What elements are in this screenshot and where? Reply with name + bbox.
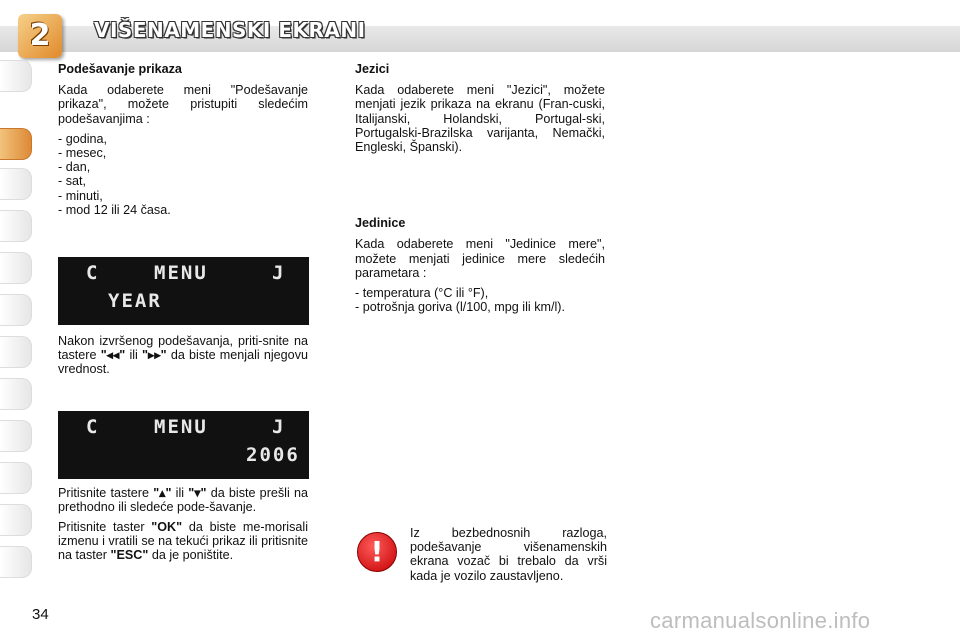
left-column bbox=[58, 62, 308, 569]
side-tab-active[interactable] bbox=[0, 128, 32, 160]
list-item: - mod 12 ili 24 časa. bbox=[58, 202, 171, 217]
chapter-number: 2 bbox=[29, 18, 51, 53]
scroll-value-instruction: Nakon izvršenog podešavanja, priti-snite na tastere "◂◂" ili "▸▸" da biste menjali njegovu vrednost. bbox=[58, 334, 308, 377]
side-tab[interactable] bbox=[0, 336, 32, 368]
page-title: VIŠENAMENSKI EKRANI bbox=[94, 18, 366, 42]
safety-warning bbox=[355, 526, 607, 583]
side-tab[interactable] bbox=[0, 252, 32, 284]
lcd-right-glyph: J bbox=[272, 262, 286, 285]
side-tab[interactable] bbox=[0, 294, 32, 326]
exclamation-icon: ! bbox=[357, 532, 397, 572]
lcd-value-text: YEAR bbox=[108, 290, 162, 313]
ok-esc-instruction: Pritisnite taster "OK" da biste me-morisali izmenu i vratili se na tekući prikaz ili pritisnite na taster "ESC" da je poništite. bbox=[58, 520, 308, 563]
side-tab[interactable] bbox=[0, 168, 32, 200]
side-tab[interactable] bbox=[0, 420, 32, 452]
lcd-left-glyph: C bbox=[86, 415, 100, 438]
ok-button-label: "OK" bbox=[151, 520, 183, 535]
down-button-icon: "▾" bbox=[188, 485, 207, 500]
list-item: - potrošnja goriva (l/100, mpg ili km/l). bbox=[355, 300, 565, 315]
lcd-menu-text: MENU bbox=[154, 262, 208, 285]
lcd-right-glyph: J bbox=[272, 415, 286, 438]
right-column bbox=[355, 62, 605, 314]
side-tab[interactable] bbox=[0, 546, 32, 578]
rewind-button-icon: "◂◂" bbox=[100, 348, 126, 363]
languages-text: Kada odaberete meni "Jezici", možete menjati jezik prikaza na ekranu (Fran-cuski, Italijanski, Holandski, Portugal-ski, Portugalski-Brazilska varijanta, Nemački, Engleski, Španski). bbox=[355, 83, 605, 155]
page-number: 34 bbox=[32, 606, 49, 623]
list-item: - godina, bbox=[58, 131, 108, 146]
up-button-icon: "▴" bbox=[153, 485, 172, 500]
lcd-menu-text: MENU bbox=[154, 415, 208, 438]
units-heading: Jedinice bbox=[355, 216, 406, 231]
chapter-badge bbox=[18, 14, 62, 58]
lcd-left-glyph: C bbox=[86, 262, 100, 285]
side-tab[interactable] bbox=[0, 378, 32, 410]
languages-heading: Jezici bbox=[355, 62, 390, 76]
forward-button-icon: "▸▸" bbox=[142, 348, 167, 363]
units-text: Kada odaberete meni "Jedinice mere", možete menjati jedinice mere sledećih parametara : bbox=[355, 237, 605, 280]
display-settings-heading: Podešavanje prikaza bbox=[58, 62, 182, 76]
list-item: - sat, bbox=[58, 174, 87, 189]
units-list bbox=[355, 286, 605, 314]
side-tab[interactable] bbox=[0, 60, 32, 92]
side-tab[interactable] bbox=[0, 504, 32, 536]
lcd-value-text: 2006 bbox=[246, 443, 300, 466]
watermark: carmanualsonline.info bbox=[650, 608, 871, 633]
lcd-display-year bbox=[58, 257, 309, 325]
side-tabs bbox=[0, 60, 32, 580]
list-item: - temperatura (°C ili °F), bbox=[355, 286, 489, 301]
side-tab[interactable] bbox=[0, 462, 32, 494]
navigate-instruction: Pritisnite tastere "▴" ili "▾" da biste prešli na prethodno ili sledeće pode-šavanje. bbox=[58, 485, 308, 514]
list-item: - mesec, bbox=[58, 146, 107, 161]
side-tab[interactable] bbox=[0, 210, 32, 242]
display-settings-intro: Kada odaberete meni "Podešavanje prikaza", možete pristupiti sledećim podešavanjima : bbox=[58, 83, 308, 126]
safety-warning-text: Iz bezbednosnih razloga, podešavanje višenamenskih ekrana vozač bi trebalo da vrši kada je vozilo zaustavljeno. bbox=[410, 526, 607, 583]
settings-list bbox=[58, 132, 308, 217]
esc-button-label: "ESC" bbox=[110, 548, 149, 563]
lcd-display-2006 bbox=[58, 411, 309, 479]
list-item: - minuti, bbox=[58, 188, 103, 203]
list-item: - dan, bbox=[58, 160, 91, 175]
